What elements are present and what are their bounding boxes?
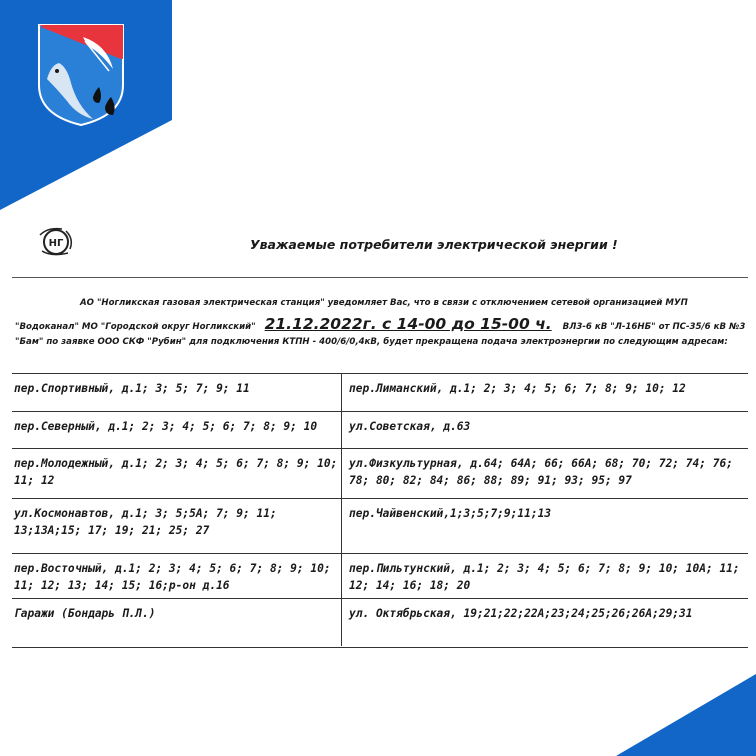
address-cell-left: пер.Восточный, д.1; 2; 3; 4; 5; 6; 7; 8; 9; 10; 11; 12; 13; 14; 15; 16;р-он д.16 (14, 562, 331, 592)
notice-title: Уважаемые потребители электрической энергии ! (250, 237, 618, 252)
corner-decoration-bottom-right (616, 674, 756, 756)
intro-line-2 (15, 315, 755, 333)
table-row (12, 373, 748, 412)
address-cell-left: пер.Молодежный, д.1; 2; 3; 4; 5; 6; 7; 8; 9; 10; 11; 12 (14, 457, 338, 487)
address-cell-right: ул.Физкультурная, д.64; 64А; 66; 66А; 68; 70; 72; 74; 76; 78; 80; 82; 84; 86; 88; 89; 91; 93; 95; 97 (349, 457, 733, 487)
table-row (12, 598, 748, 648)
address-cell-left: пер.Северный, д.1; 2; 3; 4; 5; 6; 7; 8; 9; 10 (14, 420, 318, 433)
address-cell-right: пер.Лиманский, д.1; 2; 3; 4; 5; 6; 7; 8; 9; 10; 12 (349, 382, 686, 395)
outage-date-time: 21.12.2022г. с 14-00 до 15-00 ч. (264, 315, 552, 333)
divider (12, 277, 748, 278)
intro-line-2-end: ВЛ3-6 кВ "Л-16НБ" от ПС-35/6 кВ №3 (562, 322, 746, 332)
intro-line-3: "Бам" по заявке ООО СКФ "Рубин" для подключения КТПН - 400/6/0,4кВ, будет прекращена подача электроэнергии по следующим адресам: (15, 337, 728, 347)
corner-decoration-top-left-slant (0, 120, 172, 210)
notice-document (10, 215, 750, 645)
address-cell-left: пер.Спортивный, д.1; 3; 5; 7; 9; 11 (14, 382, 250, 395)
table-row (12, 553, 748, 599)
address-cell-right: пер.Пильтунский, д.1; 2; 3; 4; 5; 6; 7; 8; 9; 10; 10А; 11; 12; 14; 16; 18; 20 (349, 562, 740, 592)
table-column-divider (341, 373, 342, 646)
address-cell-left: Гаражи (Бондарь П.Л.) (14, 607, 156, 620)
intro-line-1: АО "Ногликская газовая электрическая станция" уведомляет Вас, что в связи с отключением сетевой организацией МУП (80, 298, 688, 308)
coat-of-arms-emblem (37, 23, 125, 127)
table-row (12, 411, 748, 449)
intro-line-2-start: "Водоканал" МО "Городской округ Ногликский" (15, 322, 256, 332)
svg-text:НГ: НГ (48, 238, 64, 249)
address-cell-right: ул. Октябрьская, 19;21;22;22А;23;24;25;26;26А;29;31 (349, 607, 693, 620)
address-cell-left: ул.Космонавтов, д.1; 3; 5;5А; 7; 9; 11; 13;13А;15; 17; 19; 21; 25; 27 (14, 507, 277, 537)
table-row (12, 448, 748, 499)
address-cell-right: ул.Советская, д.63 (349, 420, 471, 433)
company-logo-icon (36, 225, 76, 259)
table-row (12, 498, 748, 554)
address-cell-right: пер.Чайвенский,1;3;5;7;9;11;13 (349, 507, 552, 520)
